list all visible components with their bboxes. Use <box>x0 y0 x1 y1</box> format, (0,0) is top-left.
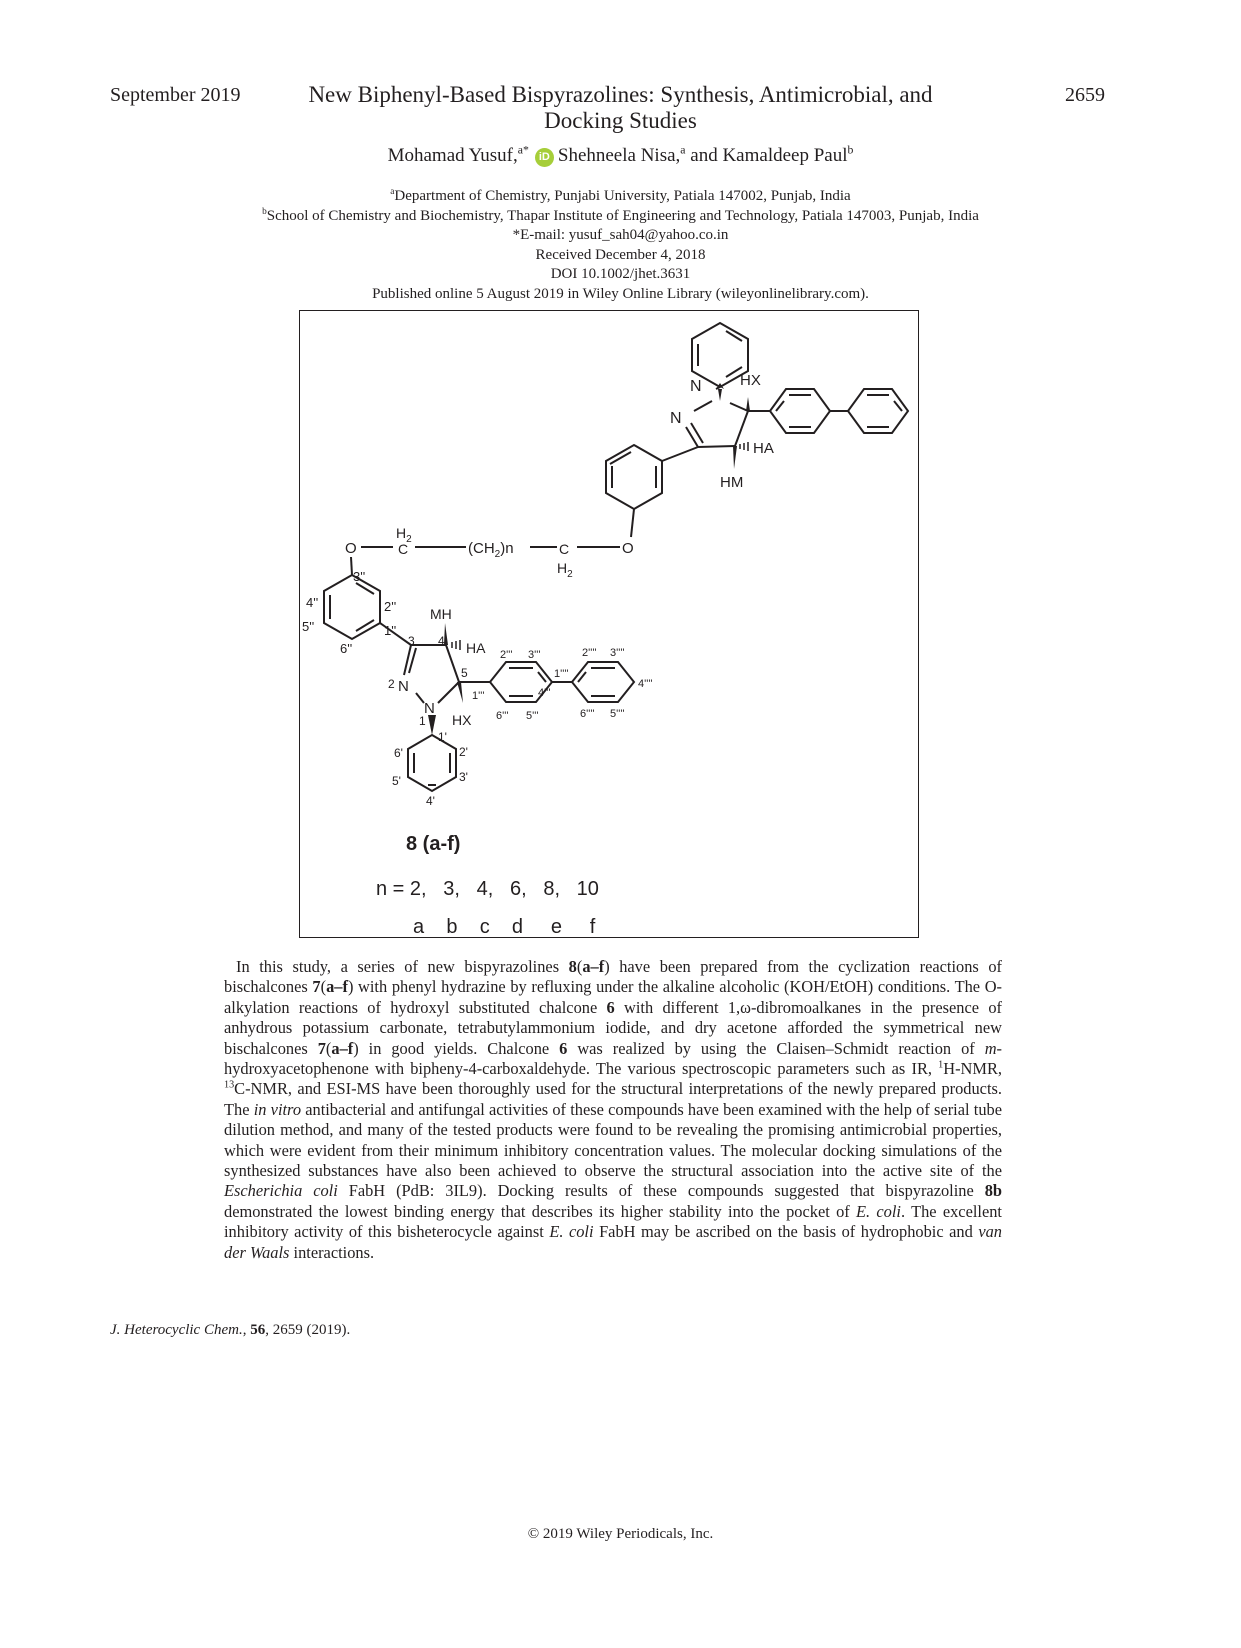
doi[interactable]: DOI 10.1002/jhet.3631 <box>550 266 691 283</box>
locant-label: 4' <box>426 794 435 808</box>
abstract <box>224 957 1002 1263</box>
atom-label: $H_2$ <box>557 560 573 580</box>
published-note: Published online 5 August 2019 in Wiley Online Library (wileyonlinelibrary.com). <box>372 285 869 302</box>
atom-label: MH <box>430 606 452 622</box>
locant-label: 4 <box>438 634 445 648</box>
atom-label: C <box>398 541 409 557</box>
abstract-text: In this study, a series of new bispyrazolines 8(a–f) have been prepared from the cyclization reactions of bischalcones 7(a–f) with phenyl hydrazine by refluxing under the alkaline alcoholic (KOH/EtOH) conditions. The O-alkylation reactions of hydroxyl substituted chalcone 6 with different 1,ω-dibromoalkanes in the presence of anhydrous potassium carbonate, tetrabutylammonium iodide, and dry acetone afforded the symmetrical new bischalcones 7(a–f) in good yields. Chalcone 6 was realized by using the Claisen–Schmidt reaction of m-hydroxyacetophenone with bipheny-4-carboxaldehyde. The various spectroscopic parameters such as IR, $^1$H-NMR, $^{13}$C-NMR, and ESI-MS have been thoroughly used for the structural interpretations of the newly prepared products. The in vitro antibacterial and antifungal activities of these compounds have been examined with the help of serial tube dilution method, and many of the tested products were found to be revealing the promising antimicrobial properties, which were evident from their minimum inhibitory concentration values. The molecular docking simulations of the synthesized substances have also been achieved to observe the structural association into the active site of the Escherichia coli FabH (PdB: 3IL9). Docking results of these compounds suggested that bispyrazoline 8b demonstrated the lowest binding energy that describes its higher stability into the pocket of E. coli. The excellent inhibitory activity of this bisheterocycle against E. coli FabH may be ascribed on the basis of hydrophobic and van der Waals interactions. <box>224 957 1003 1262</box>
atom-label: HA <box>753 440 774 457</box>
title-line-1: New Biphenyl-Based Bispyrazolines: Synthesis, Antimicrobial, and <box>308 82 933 107</box>
ring-lower-phenyl <box>408 735 456 791</box>
atom-label: HM <box>720 474 744 491</box>
n-values: n = 2, 3, 4, 6, 8, 10 <box>376 878 599 900</box>
author-3[interactable]: and Kamaldeep Paul$^b$ <box>690 143 854 166</box>
locant-label: 3''' <box>528 649 541 661</box>
ring-top-biphenyl-1 <box>770 389 830 433</box>
locant-label: 3 <box>408 634 415 648</box>
locant-label: 3'' <box>353 569 366 584</box>
header-date: September 2019 <box>110 84 241 106</box>
ring-top-biphenyl-2 <box>848 389 908 433</box>
journal-volume: 56 <box>250 1322 266 1338</box>
ring-lower-phenylene <box>324 575 380 639</box>
atom-label: $H_2$ <box>396 525 412 545</box>
page-number: 2659 <box>1065 84 1105 106</box>
locant-label: 5' <box>392 774 401 788</box>
affiliations <box>0 187 1241 305</box>
structure-diagram <box>300 311 918 937</box>
locant-label: 6'' <box>340 641 353 656</box>
atom-label: HA <box>466 640 486 656</box>
locant-label: 1'''' <box>554 668 569 680</box>
locant-label: 2'' <box>384 599 397 614</box>
locant-label: 2'''' <box>582 647 597 659</box>
title-line-2: Docking Studies <box>544 108 697 133</box>
journal-pages: , 2659 (2019). <box>265 1322 351 1338</box>
locant-label: 4''' <box>538 687 551 699</box>
locant-label: 6' <box>394 746 403 760</box>
compound-label: 8 (a-f) <box>406 833 461 855</box>
email[interactable]: *E-mail: yusuf_sah04@yahoo.co.in <box>512 227 729 244</box>
locant-label: 5''' <box>526 710 539 722</box>
journal-name: J. Heterocyclic Chem. <box>110 1322 243 1338</box>
orcid-icon[interactable]: iD <box>535 148 554 167</box>
atom-label: HX <box>740 372 761 389</box>
locant-label: 5 <box>461 666 468 680</box>
locant-label: 1' <box>438 730 447 744</box>
author-2[interactable]: Shehneela Nisa,$^a$ <box>557 143 686 166</box>
chain-label: $(CH_2)n$ <box>468 540 514 560</box>
locant-label: 3' <box>459 770 468 784</box>
locant-label: 2' <box>459 745 468 759</box>
atom-label: N <box>424 700 435 717</box>
locant-label: 1''' <box>472 690 485 702</box>
atom-label: HX <box>452 712 472 728</box>
atom-label: N <box>398 678 409 695</box>
atom-label: O <box>622 540 634 557</box>
received-date: Received December 4, 2018 <box>535 246 706 263</box>
locant-label: 5'' <box>302 619 315 634</box>
locant-label: 6'''' <box>580 708 595 720</box>
affiliation-b: $^b$School of Chemistry and Biochemistry, Thapar Institute of Engineering and Technology, Patiala 147003, Punjab, India <box>262 206 979 224</box>
ring-top-phenylene <box>606 445 662 509</box>
locant-label: 4'' <box>306 595 319 610</box>
affiliation-a: $^a$Department of Chemistry, Punjabi University, Patiala 147002, Punjab, India <box>390 187 851 204</box>
atom-label: O <box>345 540 357 557</box>
locant-label: 6''' <box>496 710 509 722</box>
locant-label: 1 <box>419 714 426 728</box>
author-1[interactable]: Mohamad Yusuf,$^{a*}$ <box>387 143 529 166</box>
graphical-abstract <box>299 310 919 938</box>
author-list <box>0 145 1241 167</box>
atom-label: N <box>690 378 702 395</box>
locant-label: 4'''' <box>638 678 653 690</box>
ring-lower-biphenyl-2 <box>572 662 634 702</box>
locant-label: 2 <box>388 677 395 691</box>
locant-label: 3'''' <box>610 647 625 659</box>
atom-label: C <box>559 541 570 557</box>
locant-label: 2''' <box>500 649 513 661</box>
journal-citation: J. Heterocyclic Chem., 56, 2659 (2019). <box>110 1322 351 1338</box>
locant-label: 1'' <box>384 623 397 638</box>
copyright: © 2019 Wiley Periodicals, Inc. <box>527 1526 714 1542</box>
locant-label: 5'''' <box>610 708 625 720</box>
atom-label: N <box>670 410 682 427</box>
article-title <box>0 82 1241 134</box>
compound-letters: a b c d e f <box>413 916 596 937</box>
